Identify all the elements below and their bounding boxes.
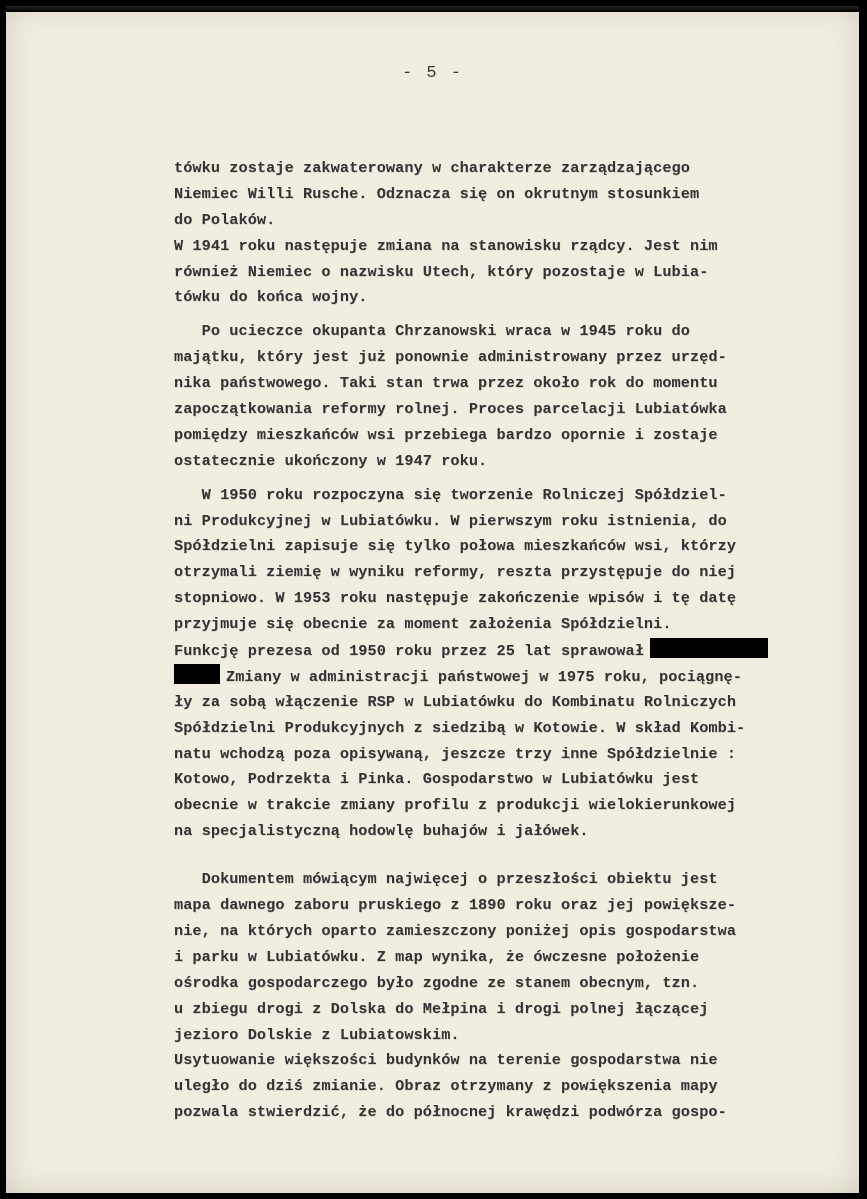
text-line: nika państwowego. Taki stan trwa przez około rok do momentu <box>174 374 718 393</box>
text-line: tówku do końca wojny. <box>174 288 368 307</box>
scan-border <box>6 6 859 12</box>
text-line: również Niemiec o nazwisku Utech, który pozostaje w Lubia- <box>174 262 709 281</box>
text-line: przyjmuje się obecnie za moment założenia Spółdzielni. <box>174 615 672 634</box>
text-line: ośrodka gospodarczego było zgodne ze stanem obecnym, tzn. <box>174 973 700 992</box>
text-line: Usytuowanie większości budynków na terenie gospodarstwa nie <box>174 1051 718 1070</box>
paragraph <box>174 867 834 1126</box>
text-line-with-redaction <box>174 638 834 664</box>
text-line: tówku zostaje zakwaterowany w charakterze zarządzającego <box>174 159 690 177</box>
text-line: zapoczątkowania reformy rolnej. Proces parcelacji Lubiatówka <box>174 400 727 419</box>
text-line: i parku w Lubiatówku. Z map wynika, że ówczesne położenie <box>174 947 700 966</box>
text-line: jezioro Dolskie z Lubiatowskim. <box>174 1025 460 1044</box>
text-line: ni Produkcyjnej w Lubiatówku. W pierwszym roku istnienia, do <box>174 511 727 530</box>
text-line: stopniowo. W 1953 roku następuje zakończenie wpisów i tę datę <box>174 589 737 608</box>
text-line: Funkcję prezesa od 1950 roku przez 25 lat sprawował <box>174 642 644 661</box>
text-line: Spółdzielni zapisuje się tylko połowa mieszkańców wsi, którzy <box>174 537 737 556</box>
text-line: u zbiegu drogi z Dolska do Mełpina i drogi polnej łączącej <box>174 999 709 1018</box>
text-line: na specjalistyczną hodowlę buhajów i jałówek. <box>174 822 589 841</box>
text-line: ostatecznie ukończony w 1947 roku. <box>174 451 488 470</box>
paragraph <box>174 319 834 474</box>
text-line: pomiędzy mieszkańców wsi przebiega bardzo opornie i zostaje <box>174 425 718 444</box>
text-line: natu wchodzą poza opisywaną, jeszcze trzy inne Spółdzielnie : <box>174 744 737 763</box>
text-line: uległo do dziś zmianie. Obraz otrzymany z powiększenia mapy <box>174 1077 718 1096</box>
text-line: mapa dawnego zaboru pruskiego z 1890 roku oraz jej powiększe- <box>174 896 737 915</box>
page-number: - 5 - <box>401 64 463 83</box>
redaction-box <box>650 638 768 658</box>
redaction-box <box>174 664 220 684</box>
text-line: Dokumentem mówiącym najwięcej o przeszłości obiektu jest <box>174 870 718 889</box>
text-line: majątku, który jest już ponownie administrowany przez urzęd- <box>174 348 727 367</box>
text-line-with-redaction <box>174 664 834 690</box>
text-line: do Polaków. <box>174 210 276 229</box>
text-line: Niemiec Willi Rusche. Odznacza się on okrutnym stosunkiem <box>174 184 700 203</box>
text-line: obecnie w trakcie zmiany profilu z produkcji wielokierunkowej <box>174 796 737 815</box>
paragraph <box>174 156 834 311</box>
text-line: Spółdzielni Produkcyjnych z siedzibą w Kotowie. W skład Kombi- <box>174 718 746 737</box>
document-page <box>6 6 859 1193</box>
text-line: Po ucieczce okupanta Chrzanowski wraca w 1945 roku do <box>174 322 690 341</box>
text-line: ły za sobą włączenie RSP w Lubiatówku do Kombinatu Rolniczych <box>174 692 737 711</box>
text-line: nie, na których oparto zamieszczony poniżej opis gospodarstwa <box>174 921 737 940</box>
text-line: pozwala stwierdzić, że do północnej krawędzi podwórza gospo- <box>174 1103 727 1122</box>
text-line: W 1941 roku następuje zmiana na stanowisku rządcy. Jest nim <box>174 236 718 255</box>
paragraph <box>174 483 834 845</box>
text-line: otrzymali ziemię w wyniku reformy, reszta przystępuje do niej <box>174 563 737 582</box>
document-body <box>174 156 834 1126</box>
text-line: W 1950 roku rozpoczyna się tworzenie Rolniczej Spółdziel- <box>174 485 727 504</box>
text-line: Kotowo, Podrzekta i Pinka. Gospodarstwo w Lubiatówku jest <box>174 770 700 789</box>
text-line: Zmiany w administracji państwowej w 1975 roku, pociągnę- <box>226 667 742 686</box>
